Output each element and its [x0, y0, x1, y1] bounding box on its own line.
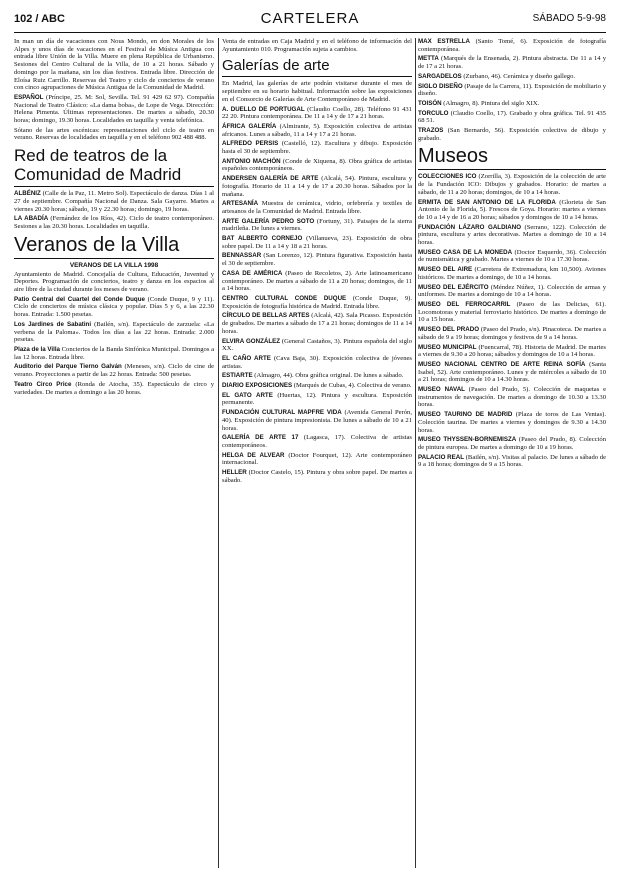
listing-text: (Doctor Fourquet, 12). Arte contemporáneo internacional. [222, 451, 412, 467]
listing-entry [222, 200, 412, 215]
listing-title: MAX ESTRELLA [418, 38, 471, 45]
listing-text: Muestra de cerámica, vidrio, orfebrería y textiles de artesanos de la Comunidad de Madrid. Entrada libre. [222, 200, 412, 215]
listing-entry [222, 469, 412, 484]
listing-text: (Fernández de los Ríos, 42). Ciclo de teatro contemporáneo. Sesiones a las 20.30 horas. Localidades en taquilla. [14, 215, 214, 230]
listing-text: (Carretera de Extremadura, km 10,500). Aviones históricos. De martes a domingo, de 10 a 14 horas. [418, 266, 606, 281]
listing-entry [418, 386, 606, 409]
listing-title: CÍRCULO DE BELLAS ARTES [222, 312, 310, 320]
section-heading: Galerías de arte [222, 57, 412, 77]
listing-entry [222, 175, 412, 198]
listing-title: A. DUELLO DE PORTUGAL [222, 105, 305, 113]
listing-title: MUSEO NAVAL [418, 386, 465, 394]
listing-title: PALACIO REAL [418, 453, 465, 461]
listing-title: TORCULO [418, 109, 449, 117]
listing-entry [418, 173, 606, 196]
listing-entry [222, 338, 412, 353]
listing-entry [14, 363, 214, 378]
listing-entry [418, 284, 606, 299]
listing-text: (Serrano, 122). Colección de pintura, escultura y artes decorativas. Martes a domingo de 10 a 14 horas. [418, 223, 606, 247]
listing-entry [222, 392, 412, 407]
listing-title: TOISÓN [418, 99, 442, 107]
listing-text: (San Bernardo, 56). Exposición colectiva de dibujo y grabado. [418, 127, 606, 142]
listing-title: HELLER [222, 469, 247, 477]
listing-title: ERMITA DE SAN ANTONIO DE LA FLORIDA [418, 198, 556, 206]
listing-entry [222, 452, 412, 467]
listing-entry [222, 235, 412, 250]
listing-title: MUSEO CASA DE LA MONEDA [418, 248, 513, 256]
listing-entry [222, 270, 412, 293]
listing-title: MUSEO DEL PRADO [418, 326, 480, 334]
page-number: 102 / ABC [14, 13, 65, 25]
listing-text: (Paseo de Recoletos, 2). Arte latinoamericano contemporáneo. De martes a sábado de 11 a 20 horas; domingos, de 11 a 14 horas. [222, 269, 412, 293]
listing-entry [14, 381, 214, 396]
column-middle [222, 38, 412, 868]
listing-entry [222, 123, 412, 138]
listing-text: (Plaza de toros de Las Ventas). Colección taurina. De martes a viernes y domingos de 9.30 a 14.30 horas. [418, 411, 606, 434]
listing-title: SARGADELOS [418, 72, 462, 80]
listing-title: MUSEO NACIONAL CENTRO DE ARTE REINA SOFÍA [418, 360, 586, 368]
listing-title: LA ABADÍA [14, 215, 49, 223]
listing-text: (Alcalá, 54). Pintura, escultura y fotografía. Horario de 11 a 14 y de 17 a 20.30 horas. Sábados por la mañana. [222, 175, 412, 198]
listing-text: (Claudio Coello, 28). Teléfono 91 431 22 20. Pintura contemporánea. De 11 a 14 y de 17 a 21 horas. [222, 105, 412, 121]
listing-entry [418, 55, 606, 70]
listing-entry [222, 252, 412, 267]
listing-text: (Ronda de Atocha, 35). Espectáculo de circo y variedades. De martes a domingo a las 20 horas. [14, 380, 214, 396]
listing-text: (Santo Tomé, 6). Exposición de fotografía contemporánea. [418, 38, 606, 53]
listing-entry [418, 344, 606, 359]
listing-text: (Conde Duque, 9 y 11). Ciclo de conciertos de música clásica y popular. Días 5 y 6, a las 22.30 horas. Entrada: 1.500 pesetas. [14, 295, 214, 319]
listing-text: (Paseo del Prado, 8). Colección de pintura europea. De martes a domingo de 10 a 19 horas. [418, 436, 606, 451]
listing-title: GALERÍA DE ARTE 17 [222, 434, 299, 442]
listing-entry [418, 454, 606, 469]
listing-text: (Castelló, 12). Escultura y dibujo. Exposición hasta el 30 de septiembre. [222, 140, 412, 156]
listing-text: (Alcalá, 42). Sala Picasso. Exposición de grabados. De martes a sábado de 17 a 21 horas; domingos de 11 a 14 horas. [222, 312, 412, 335]
listing-entry [222, 382, 412, 390]
listing-entry [14, 346, 214, 361]
column-divider [415, 38, 416, 868]
listing-text: (Méndez Núñez, 1). Colección de armas y uniformes. De martes a domingo de 10 a 14 horas. [418, 283, 606, 299]
listing-entry [418, 411, 606, 434]
listing-title: MUSEO MUNICIPAL [418, 343, 477, 351]
listing-text: (Pasaje de la Carrera, 11). Exposición de mobiliario y diseño. [418, 82, 606, 98]
listing-title: MUSEO DEL EJÉRCITO [418, 283, 489, 291]
listing-title: Patio Central del Cuartel del Conde Duque [14, 295, 145, 303]
listing-text: (Claudio Coello, 17). Grabado y obra gráfica. Tel. 91 435 68 51. [418, 109, 606, 125]
listing-text: (Paseo del Prado, 5). Colección de maquetas e instrumentos de navegación. De martes a domingo de 10.30 a 13.30 horas. [418, 386, 606, 409]
listing-entry [418, 326, 606, 341]
listing-text: (Santa Isabel, 52). Arte contemporáneo. Lunes y de miércoles a sábado de 10 a 21 horas; domingos de 10 a 14.30 horas. [418, 360, 606, 384]
listing-text: Conciertos de la Banda Sinfónica Municipal. Domingos a las 12 horas. Entrada libre. [14, 345, 214, 361]
listing-title: ALFREDO PERSIS [222, 140, 279, 148]
listing-text: (Almirante, 5). Exposición colectiva de artistas africanos. Lunes a sábado, 11 a 14 y 17 a 21 horas. [222, 122, 412, 138]
section-heading: Veranos de la Villa [14, 235, 214, 259]
listing-entry [222, 409, 412, 432]
listing-title: METTA [418, 55, 439, 63]
listing-entry [14, 215, 214, 230]
listing-title: TRAZOS [418, 127, 444, 135]
paragraph: In man un día de vacaciones con Nous Mondo, en don Morales de los Alpes y unos días de vacaciones en el Festival de Música Antigua con entrada libre Unión de la Villa. Muere en plena República de Urbanismo. Sesiones del Centro Cultural de la Villa, de 10 a 21 horas. Sábado y domingo por la mañana, sin los días festivos. Entrada libre. Dirección de Eloísa Ruiz Carrillo. Reservas del Teatro y ciclo de conciertos de verano con cinco agrupaciones de Música Antigua de la Comunidad de Madrid. [14, 38, 214, 92]
listing-text: (Doctor Esquerdo, 36). Colección de numismática y grabado. Martes a viernes de 10 a 17.30 horas. [418, 248, 606, 264]
listing-entry [418, 127, 606, 142]
listing-entry [222, 218, 412, 233]
listing-entry [14, 190, 214, 213]
listing-text: (Almagro, 8). Pintura del siglo XIX. [443, 99, 540, 107]
listing-entry [222, 106, 412, 121]
listing-text: (Meneses, s/n). Ciclo de cine de verano. Proyecciones a partir de las 22 horas. Entrada: 500 pesetas. [14, 363, 214, 379]
listing-title: BENNASSAR [222, 252, 262, 260]
listing-text: (Fuencarral, 78). Historia de Madrid. De martes a viernes de 9.30 a 20 horas; sábados y domingos de 10 a 14 horas. [418, 343, 606, 359]
listing-entry [222, 434, 412, 449]
listing-entry [222, 295, 412, 310]
listing-text: (Glorieta de San Antonio de la Florida, 5). Frescos de Goya. Horario: martes a viernes de 10 a 14 y de 16 a 20 horas; sábados y domingos de 10 a 14 horas. [418, 198, 606, 221]
listing-text: (Paseo de las Delicias, 61). Locomotoras y material ferroviario histórico. De martes a domingo de 10 a 15 horas. [418, 300, 606, 324]
listing-title: ESTIARTE [222, 372, 253, 380]
listing-title: MUSEO DEL FERROCARRIL [418, 300, 511, 308]
listing-entry [14, 321, 214, 344]
listing-title: SIGLO DISEÑO [418, 82, 463, 90]
listing-entry [14, 296, 214, 319]
listing-entry [418, 361, 606, 384]
listing-entry [418, 38, 606, 53]
listing-title: EL CAÑO ARTE [222, 354, 271, 362]
listing-text: (Marqués de la Ensenada, 2). Pintura abstracta. De 11 a 14 y de 17 a 21 horas. [418, 55, 606, 71]
listing-text: (Huertas, 12). Pintura y escultura. Exposición permanente. [222, 391, 412, 407]
listing-entry [418, 436, 606, 451]
paragraph: Sótano de las artes escénicas: representaciones del ciclo de teatro en verano. Reservas de localidades en taquilla y en el teléfono 902 488 488. [14, 126, 214, 142]
listing-title: Teatro Circo Price [14, 380, 72, 388]
listing-text: (Conde Duque, 9). Exposición de fotografía histórica de Madrid. Entrada libre. [222, 294, 412, 310]
paragraph: En Madrid, las galerías de arte podrán visitarse durante el mes de septiembre en su horario habitual. Información sobre las exposiciones en el Consorcio de Galerías de Arte Contemporáneo de Madrid. [222, 80, 412, 103]
listing-text: (Marqués de Cubas, 4). Colectiva de verano. [293, 382, 412, 390]
listing-title: ELVIRA GONZÁLEZ [222, 337, 281, 345]
listing-title: ESPAÑOL [14, 93, 44, 101]
listing-text: (Zorrilla, 3). Exposición de la colección de arte de la Fundación ICO: Dibujos y grabados. Horario: de martes a sábado, de 11 a 20 horas; domingos, de 10 a 14 horas. [418, 173, 606, 196]
listing-title: CENTRO CULTURAL CONDE DUQUE [222, 294, 347, 302]
listing-title: BAT ALBERTO CORNEJO [222, 235, 303, 243]
listing-title: ARTE GALERÍA PEDRO SOTO [222, 217, 315, 225]
listing-text: (Bailén, s/n). Visitas al palacio. De lunes a sábado de 9 a 18 horas; domingos de 9 a 15 horas. [418, 453, 606, 469]
listing-entry [418, 199, 606, 222]
listing-title: Auditorio del Parque Tierno Galván [14, 363, 122, 371]
listing-title: Plaza de la Villa [14, 345, 60, 353]
listing-text: (Cava Baja, 30). Exposición colectiva de jóvenes artistas. [222, 354, 412, 370]
listing-title: MUSEO THYSSEN-BORNEMISZA [418, 436, 517, 444]
listing-text: (San Lorenzo, 12). Pintura figurativa. Exposición hasta el 30 de septiembre. [222, 252, 412, 268]
listing-entry [418, 249, 606, 264]
listing-text: (Almagro, 44). Obra gráfica original. De lunes a sábado. [254, 372, 404, 380]
listing-title: EL GATO ARTE [222, 391, 273, 399]
subsection-title: VERANOS DE LA VILLA 1998 [69, 261, 159, 269]
listing-entry [418, 83, 606, 98]
listing-title: COLECCIONES ICO [418, 173, 477, 181]
listing-title: Los Jardines de Sabatini [14, 320, 92, 328]
listing-entry [418, 266, 606, 281]
listing-entry [222, 158, 412, 173]
listing-title: ANDERSEN GALERÍA DE ARTE [222, 175, 319, 183]
listing-title: FUNDACIÓN CULTURAL MAPFRE VIDA [222, 409, 342, 417]
listing-text: (Avenida General Perón, 40). Exposición de pintura impresionista. De lunes a sábado de 10 a 21 horas. [222, 409, 412, 432]
column-divider [218, 38, 219, 868]
listing-text: (Fortuny, 31). Paisajes de la sierra madrileña. De lunes a viernes. [222, 217, 412, 233]
listing-text: (Conde de Xiquena, 8). Obra gráfica de artistas españoles contemporáneos. [222, 157, 412, 173]
column-left [14, 38, 214, 868]
listing-entry [14, 94, 214, 125]
listing-title: MUSEO TAURINO DE MADRID [418, 411, 513, 419]
listing-entry [222, 372, 412, 380]
listing-entry [418, 224, 606, 247]
section-heading: Museos [418, 146, 606, 170]
listing-entry [418, 301, 606, 324]
listing-title: MUSEO DEL AIRE [418, 266, 473, 274]
listing-entry [418, 100, 606, 108]
listing-title: ARTESANÍA [222, 200, 259, 208]
listing-entry [418, 73, 606, 81]
listing-title: FUNDACIÓN LÁZARO GALDIANO [418, 223, 522, 231]
listing-title: ÁFRICA GALERÍA [222, 122, 277, 130]
paragraph: Ayuntamiento de Madrid. Concejalía de Cultura, Educación, Juventud y Deportes. Programación de conciertos, teatro y danza en los espacios al aire libre de la ciudad durante los meses de verano. [14, 270, 214, 294]
listing-entry [222, 355, 412, 370]
listing-text: (Zurbano, 46). Cerámica y diseño gallego. [463, 72, 576, 80]
listing-title: CASA DE AMÉRICA [222, 269, 283, 277]
issue-date: SÁBADO 5-9-98 [532, 13, 606, 24]
listing-text: (Doctor Castelo, 15). Pintura y obra sobre papel. De martes a sábado. [222, 469, 412, 484]
section-title: CARTELERA [260, 10, 360, 27]
header-rule [14, 32, 606, 33]
listing-text: (Calle de la Paz, 11. Metro Sol). Espectáculo de danza. Días 1 al 27 de septiembre. Compañía Nacional de Danza. Sala Gayarre. Martes a viernes 20.30 horas; sábado, 19 y 22.30 horas; domingo, 19 horas. [14, 190, 214, 213]
listing-title: ALBÉNIZ [14, 190, 41, 198]
listing-text: (General Castaños, 3). Pintura española del siglo XX. [222, 337, 412, 353]
listing-text: (Paseo del Prado, s/n). Pinacoteca. De martes a sábado de 9 a 19 horas; domingos y festivos de 9 a 14 horas. [418, 326, 606, 341]
column-right [418, 38, 606, 868]
listing-title: ANTONIO MACHÓN [222, 157, 281, 165]
listing-entry [418, 110, 606, 125]
listing-text: (Bailén, s/n). Espectáculo de zarzuela: «La verbena de la Paloma». Todos los días a las 22 horas. Entrada: 2.000 pesetas. [14, 320, 214, 344]
listing-title: DIARIO EXPOSICIONES [222, 382, 293, 390]
listing-entry [222, 312, 412, 335]
listing-entry [222, 140, 412, 155]
paragraph: Venta de entradas en Caja Madrid y en el teléfono de información del Ayuntamiento 010. Programación sujeta a cambios. [222, 38, 412, 53]
page-header [14, 10, 606, 32]
listing-text: (Príncipe, 25. M: Sol, Sevilla. Tel. 91 429 62 97). Compañía Nacional de Teatro Clásico: «La dama boba», de Lope de Vega. Dirección: Helena Pimenta. Últimas representaciones. De martes a sábado, 20.30 horas; domingo, 19.30 horas. Localidades en taquilla y venta telefónica. [14, 93, 214, 125]
listing-title: HELGA DE ALVEAR [222, 451, 285, 459]
section-heading: Red de teatros de la Comunidad de Madrid [14, 146, 214, 187]
listing-text: (Lagasca, 17). Colectiva de artistas contemporáneos. [222, 434, 412, 449]
listing-text: (Villanueva, 23). Exposición de obra sobre papel. De 11 a 14 y 18 a 21 horas. [222, 235, 412, 250]
